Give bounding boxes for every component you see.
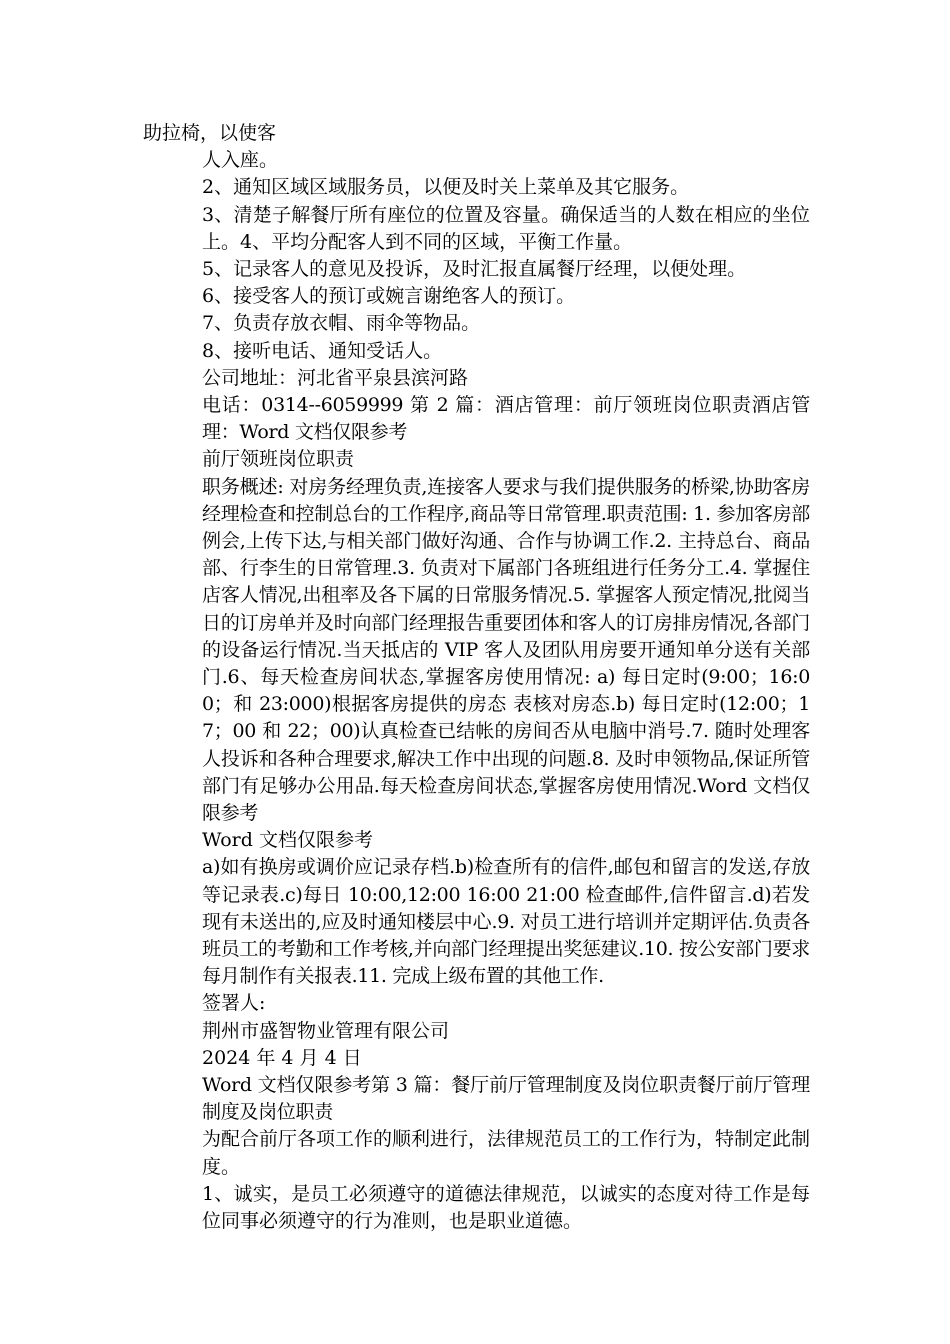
duties-paragraph: a)如有换房或调价应记录存档.b)检查所有的信件,邮包和留言的发送,存放等记录表.c)每日 10:00,12:00 16:00 21:00 检查邮件,信件留言.d)若发现有未送出的,应及时通知楼层中心.9. 对员工进行培训并定期评估.负责各班员工的考勤和工作考核,并向部门经理提出奖惩建议.10. 按公安部门要求每月制作有关报表.11. 完成上级布置的其他工作. <box>202 856 810 988</box>
text-line-2: 人入座。 <box>202 149 279 172</box>
document-date: 2024 年 4 月 4 日 <box>202 1046 362 1069</box>
text-paragraph-7: 7、负责存放衣帽、雨伞等物品。 <box>202 312 481 335</box>
intro-paragraph: 为配合前厅各项工作的顺利进行，法律规范员工的工作行为，特制定此制度。 <box>202 1128 811 1178</box>
text-paragraph-3: 3、清楚子解餐厅所有座位的位置及容量。确保适当的人数在相应的坐位上。4、平均分配客人到不同的区域，平衡工作量。 <box>202 203 810 253</box>
phone-and-section-2-heading: 电话：0314--6059999 第 2 篇：酒店管理：前厅领班岗位职责酒店管理：Word 文档仅限参考 <box>202 393 810 444</box>
job-description-paragraph: 职务概述: 对房务经理负责,连接客人要求与我们提供服务的桥梁,协助客房经理检查和控制总台的工作程序,商品等日常管理.职责范围: 1. 参加客房部例会,上传下达,与相关部门做好沟通、合作与协调工作.2. 主持总台、商品部、行李生的日常管理.3. 负责对下属部门各班组进行任务分工.4. 掌握住店客人情况,出租率及各下属的日常服务情况.5. 掌握客人预定情况,批阅当日的订房单并及时向部门经理报告重要团体和客人的订房排房情况,各部门的设备运行情况.当天抵店的 VIP 客人及团队用房要开通知单分送有关部门.6、每天检查房间状态,掌握客房使用情况: a) 每日定时(9:00；16:00；和 23:000)根据客房提供的房态 表核对房态.b) 每日定时(12:00；17；00 和 22；00)认真检查已结帐的房间否从电脑中消号.7. 随时处理客人投诉和各种合理要求,解决工作中出现的问题.8. 及时申领物品,保证所管部门有足够办公用品.每天检查房间状态,掌握客房使用情况.Word 文档仅限参考 <box>202 475 810 824</box>
company-name: 荆州市盛智物业管理有限公司 <box>202 1019 450 1042</box>
company-address: 公司地址：河北省平泉县滨河路 <box>202 366 469 389</box>
text-paragraph-6: 6、接受客人的预订或婉言谢绝客人的预订。 <box>202 285 576 308</box>
section-3-heading: Word 文档仅限参考第 3 篇：餐厅前厅管理制度及岗位职责餐厅前厅管理制度及岗位职责 <box>202 1073 810 1124</box>
text-paragraph-8: 8、接听电话、通知受话人。 <box>202 339 443 362</box>
text-paragraph-5: 5、记录客人的意见及投诉，及时汇报直属餐厅经理，以便处理。 <box>202 257 747 280</box>
reference-note: Word 文档仅限参考 <box>202 829 373 852</box>
section-title: 前厅领班岗位职责 <box>202 448 355 471</box>
text-line-1: 助拉椅，以使客 <box>143 122 277 144</box>
text-paragraph-2: 2、通知区域区域服务员，以便及时关上菜单及其它服务。 <box>202 176 690 199</box>
document-page <box>143 120 810 1235</box>
rule-1-paragraph: 1、诚实，是员工必须遵守的道德法律规范，以诚实的态度对待工作是每位同事必须遵守的行为准则，也是职业道德。 <box>202 1182 810 1232</box>
signatory-label: 签署人: <box>202 992 266 1015</box>
